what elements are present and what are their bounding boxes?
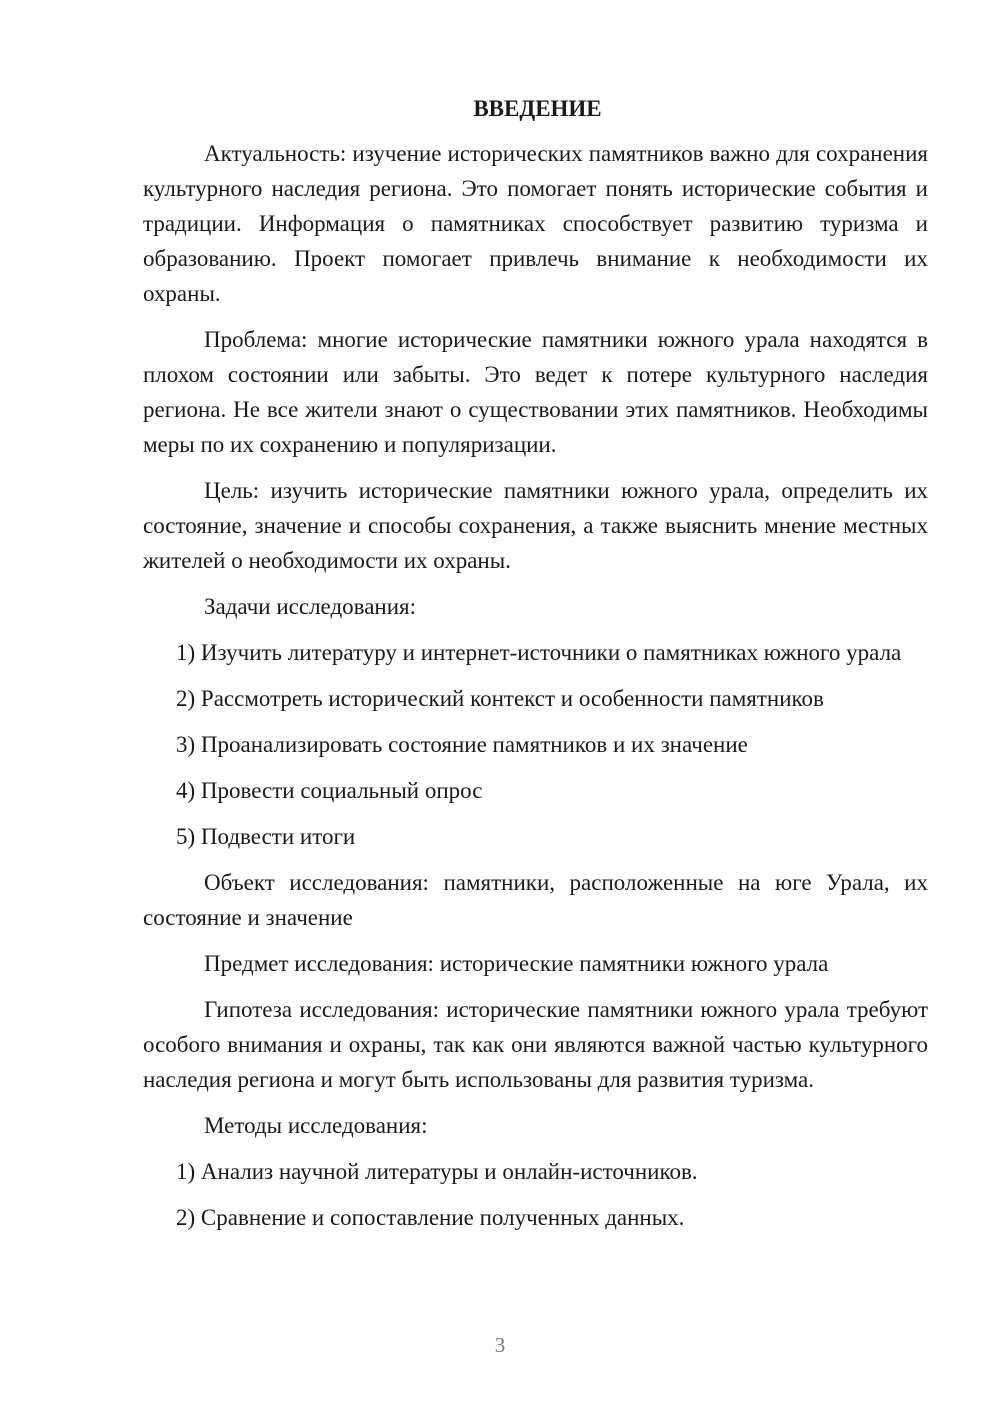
- paragraph-subject: Предмет исследования: исторические памятники южного урала: [204, 951, 829, 976]
- paragraph-goal: Цель: изучить исторические памятники южного урала, определить их состояние, значение и способы сохранения, а также выяснить мнение местных жителей о необходимости их охраны.: [143, 478, 928, 573]
- paragraph-relevance: Актуальность: изучение исторических памятников важно для сохранения культурного наследия региона. Это помогает понять исторические события и традиции. Информация о памятниках способствует развитию туризма и образованию. Проект помогает привлечь внимание к необходимости их охраны.: [143, 141, 928, 306]
- task-item-3: 3) Проанализировать состояние памятников и их значение: [176, 732, 748, 757]
- page-content: [143, 94, 928, 1246]
- page-number: 3: [494, 1333, 506, 1357]
- section-title: ВВЕДЕНИЕ: [473, 96, 602, 121]
- method-item-2: 2) Сравнение и сопоставление полученных данных.: [176, 1205, 685, 1230]
- paragraph-problem: Проблема: многие исторические памятники южного урала находятся в плохом состоянии или забыты. Это ведет к потере культурного наследия региона. Не все жители знают о существовании этих памятников. Необходимы меры по их сохранению и популяризации.: [143, 327, 928, 457]
- task-item-5: 5) Подвести итоги: [176, 824, 356, 849]
- method-item-1: 1) Анализ научной литературы и онлайн-источников.: [176, 1159, 698, 1184]
- paragraph-hypothesis: Гипотеза исследования: исторические памятники южного урала требуют особого внимания и охраны, так как они являются важной частью культурного наследия региона и могут быть использованы для развития туризма.: [143, 997, 928, 1092]
- task-item-1: 1) Изучить литературу и интернет-источники о памятниках южного урала: [176, 640, 902, 665]
- paragraph-tasks-heading: Задачи исследования:: [204, 594, 417, 619]
- paragraph-object: Объект исследования: памятники, расположенные на юге Урала, их состояние и значение: [143, 870, 928, 930]
- paragraph-methods-heading: Методы исследования:: [204, 1113, 428, 1138]
- task-item-2: 2) Рассмотреть исторический контекст и особенности памятников: [176, 686, 824, 711]
- task-item-4: 4) Провести социальный опрос: [176, 778, 483, 803]
